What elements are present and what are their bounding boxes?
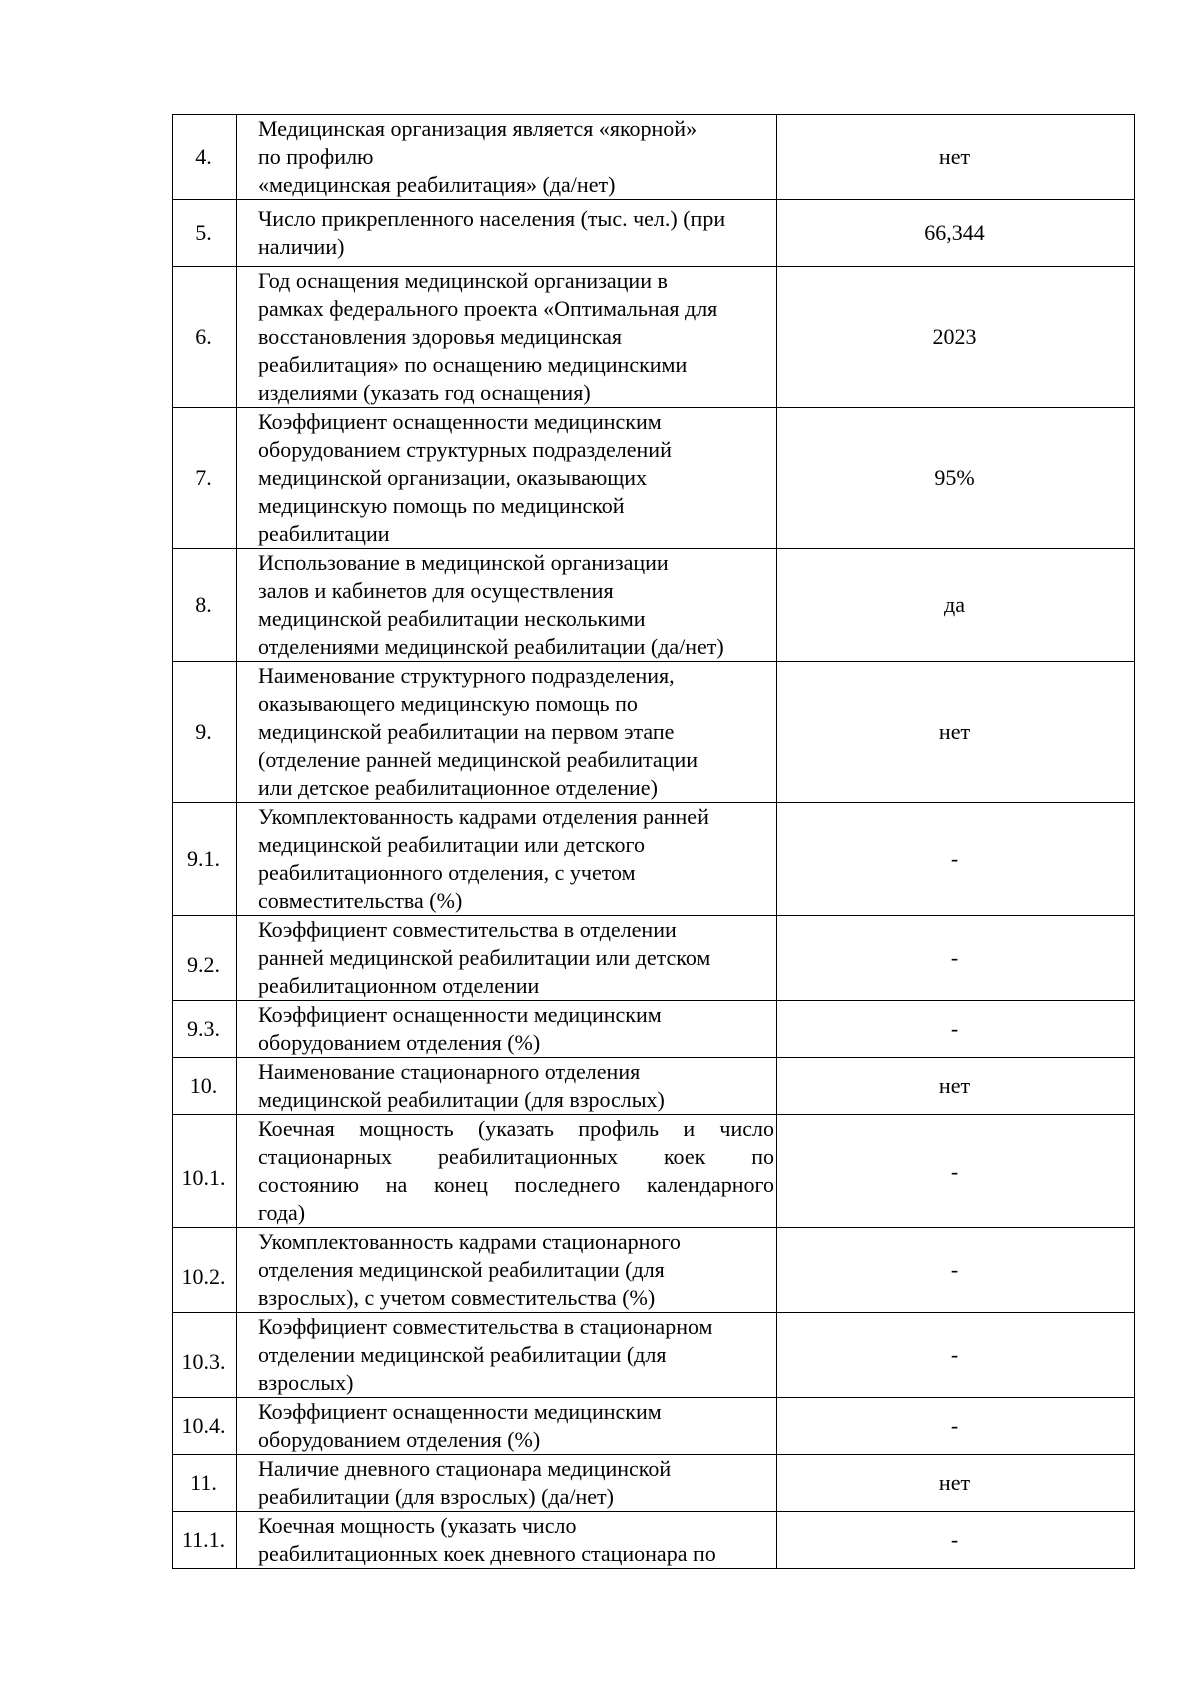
description-line: восстановления здоровья медицинская [258, 324, 622, 349]
criteria-table [172, 114, 1135, 1569]
table-row [173, 1228, 1135, 1313]
description-line: реабилитации (для взрослых) (да/нет) [258, 1484, 614, 1509]
table-row [173, 200, 1135, 267]
row-number: 8. [173, 549, 237, 662]
description-line: по профилю [258, 144, 374, 169]
description-line: реабилитационного отделения, с учетом [258, 860, 636, 885]
table-row [173, 803, 1135, 916]
description-line: Коэффициент совместительства в стационарном [258, 1314, 713, 1339]
description-line: Год оснащения медицинской организации в [258, 268, 668, 293]
description-line: Коэффициент оснащенности медицинским [258, 409, 662, 434]
row-value: - [777, 916, 1135, 1001]
row-description [237, 1455, 777, 1512]
row-value: нет [777, 1455, 1135, 1512]
table-row [173, 662, 1135, 803]
row-value: 2023 [777, 267, 1135, 408]
row-number: 10. [173, 1058, 237, 1115]
description-line: Число прикрепленного населения (тыс. чел.) (при [258, 206, 726, 231]
description-line: медицинской организации, оказывающих [258, 465, 648, 490]
row-value: - [777, 1115, 1135, 1228]
description-line: ранней медицинской реабилитации или детском [258, 945, 711, 970]
row-number: 5. [173, 200, 237, 267]
description-line: (отделение ранней медицинской реабилитации [258, 747, 698, 772]
row-description [237, 1512, 777, 1569]
row-number: 10.1. [173, 1115, 237, 1228]
row-description [237, 115, 777, 200]
row-value: нет [777, 662, 1135, 803]
row-description [237, 1058, 777, 1115]
row-value: - [777, 1512, 1135, 1569]
description-line: отделения медицинской реабилитации (для [258, 1257, 665, 1282]
description-line: взрослых), с учетом совместительства (%) [258, 1285, 656, 1310]
table-row [173, 1398, 1135, 1455]
description-line: оказывающего медицинскую помощь по [258, 691, 638, 716]
row-value: да [777, 549, 1135, 662]
description-line: взрослых) [258, 1370, 354, 1395]
row-description [237, 662, 777, 803]
description-line: оборудованием отделения (%) [258, 1030, 541, 1055]
table-row [173, 1313, 1135, 1398]
row-number: 10.3. [173, 1313, 237, 1398]
row-description [237, 1398, 777, 1455]
row-number: 10.4. [173, 1398, 237, 1455]
description-line: отделениями медицинской реабилитации (да/нет) [258, 634, 724, 659]
description-line: медицинскую помощь по медицинской [258, 493, 625, 518]
description-line: медицинской реабилитации или детского [258, 832, 645, 857]
description-line: Использование в медицинской организации [258, 550, 669, 575]
description-line: реабилитационных коек дневного стационара по [258, 1541, 716, 1566]
row-value: - [777, 803, 1135, 916]
description-line: оборудованием структурных подразделений [258, 437, 672, 462]
table-row [173, 916, 1135, 1001]
description-line: Медицинская организация является «якорной» [258, 116, 698, 141]
row-description [237, 267, 777, 408]
table-row [173, 1455, 1135, 1512]
description-line: медицинской реабилитации несколькими [258, 606, 646, 631]
table-row [173, 1058, 1135, 1115]
row-value: - [777, 1228, 1135, 1313]
description-line: реабилитационном отделении [258, 973, 540, 998]
description-line: Коэффициент оснащенности медицинским [258, 1399, 662, 1424]
table-row [173, 1115, 1135, 1228]
row-description [237, 1001, 777, 1058]
description-line: отделении медицинской реабилитации (для [258, 1342, 667, 1367]
table-row [173, 1001, 1135, 1058]
description-line: наличии) [258, 234, 345, 259]
row-value: нет [777, 115, 1135, 200]
description-line: совместительства (%) [258, 888, 463, 913]
row-description [237, 408, 777, 549]
description-line: Укомплектованность кадрами стационарного [258, 1229, 681, 1254]
description-line: реабилитация» по оснащению медицинскими [258, 352, 688, 377]
description-line: рамках федерального проекта «Оптимальная для [258, 296, 718, 321]
description-line: состоянию на конец последнего календарного [258, 1172, 774, 1197]
description-line: Укомплектованность кадрами отделения ранней [258, 804, 709, 829]
row-number: 11. [173, 1455, 237, 1512]
row-number: 4. [173, 115, 237, 200]
description-line: Коэффициент совместительства в отделении [258, 917, 677, 942]
row-number: 7. [173, 408, 237, 549]
row-description [237, 803, 777, 916]
row-number: 6. [173, 267, 237, 408]
table-row [173, 115, 1135, 200]
row-description [237, 1228, 777, 1313]
description-line: стационарных реабилитационных коек по [258, 1144, 774, 1169]
row-number: 9. [173, 662, 237, 803]
row-number: 9.3. [173, 1001, 237, 1058]
row-number: 11.1. [173, 1512, 237, 1569]
row-value: - [777, 1313, 1135, 1398]
description-line: оборудованием отделения (%) [258, 1427, 541, 1452]
row-description [237, 200, 777, 267]
description-line: изделиями (указать год оснащения) [258, 380, 591, 405]
description-line: Коечная мощность (указать профиль и число [258, 1116, 774, 1141]
description-line: Наличие дневного стационара медицинской [258, 1456, 672, 1481]
description-line: года) [258, 1200, 306, 1225]
row-number: 9.1. [173, 803, 237, 916]
row-value: - [777, 1001, 1135, 1058]
description-line: Наименование структурного подразделения, [258, 663, 675, 688]
description-line: Наименование стационарного отделения [258, 1059, 641, 1084]
description-line: «медицинская реабилитация» (да/нет) [258, 172, 616, 197]
row-description [237, 1313, 777, 1398]
row-value: нет [777, 1058, 1135, 1115]
table-row [173, 549, 1135, 662]
description-line: медицинской реабилитации (для взрослых) [258, 1087, 665, 1112]
description-line: Коечная мощность (указать число [258, 1513, 577, 1538]
description-line: Коэффициент оснащенности медицинским [258, 1002, 662, 1027]
table-row [173, 267, 1135, 408]
row-description [237, 916, 777, 1001]
row-value: 95% [777, 408, 1135, 549]
row-value: 66,344 [777, 200, 1135, 267]
row-description [237, 1115, 777, 1228]
criteria-table-body [173, 115, 1135, 1569]
description-line: медицинской реабилитации на первом этапе [258, 719, 675, 744]
description-line: залов и кабинетов для осуществления [258, 578, 614, 603]
row-number: 9.2. [173, 916, 237, 1001]
description-line: реабилитации [258, 521, 390, 546]
row-description [237, 549, 777, 662]
table-row [173, 1512, 1135, 1569]
description-line: или детское реабилитационное отделение) [258, 775, 658, 800]
row-value: - [777, 1398, 1135, 1455]
table-row [173, 408, 1135, 549]
row-number: 10.2. [173, 1228, 237, 1313]
